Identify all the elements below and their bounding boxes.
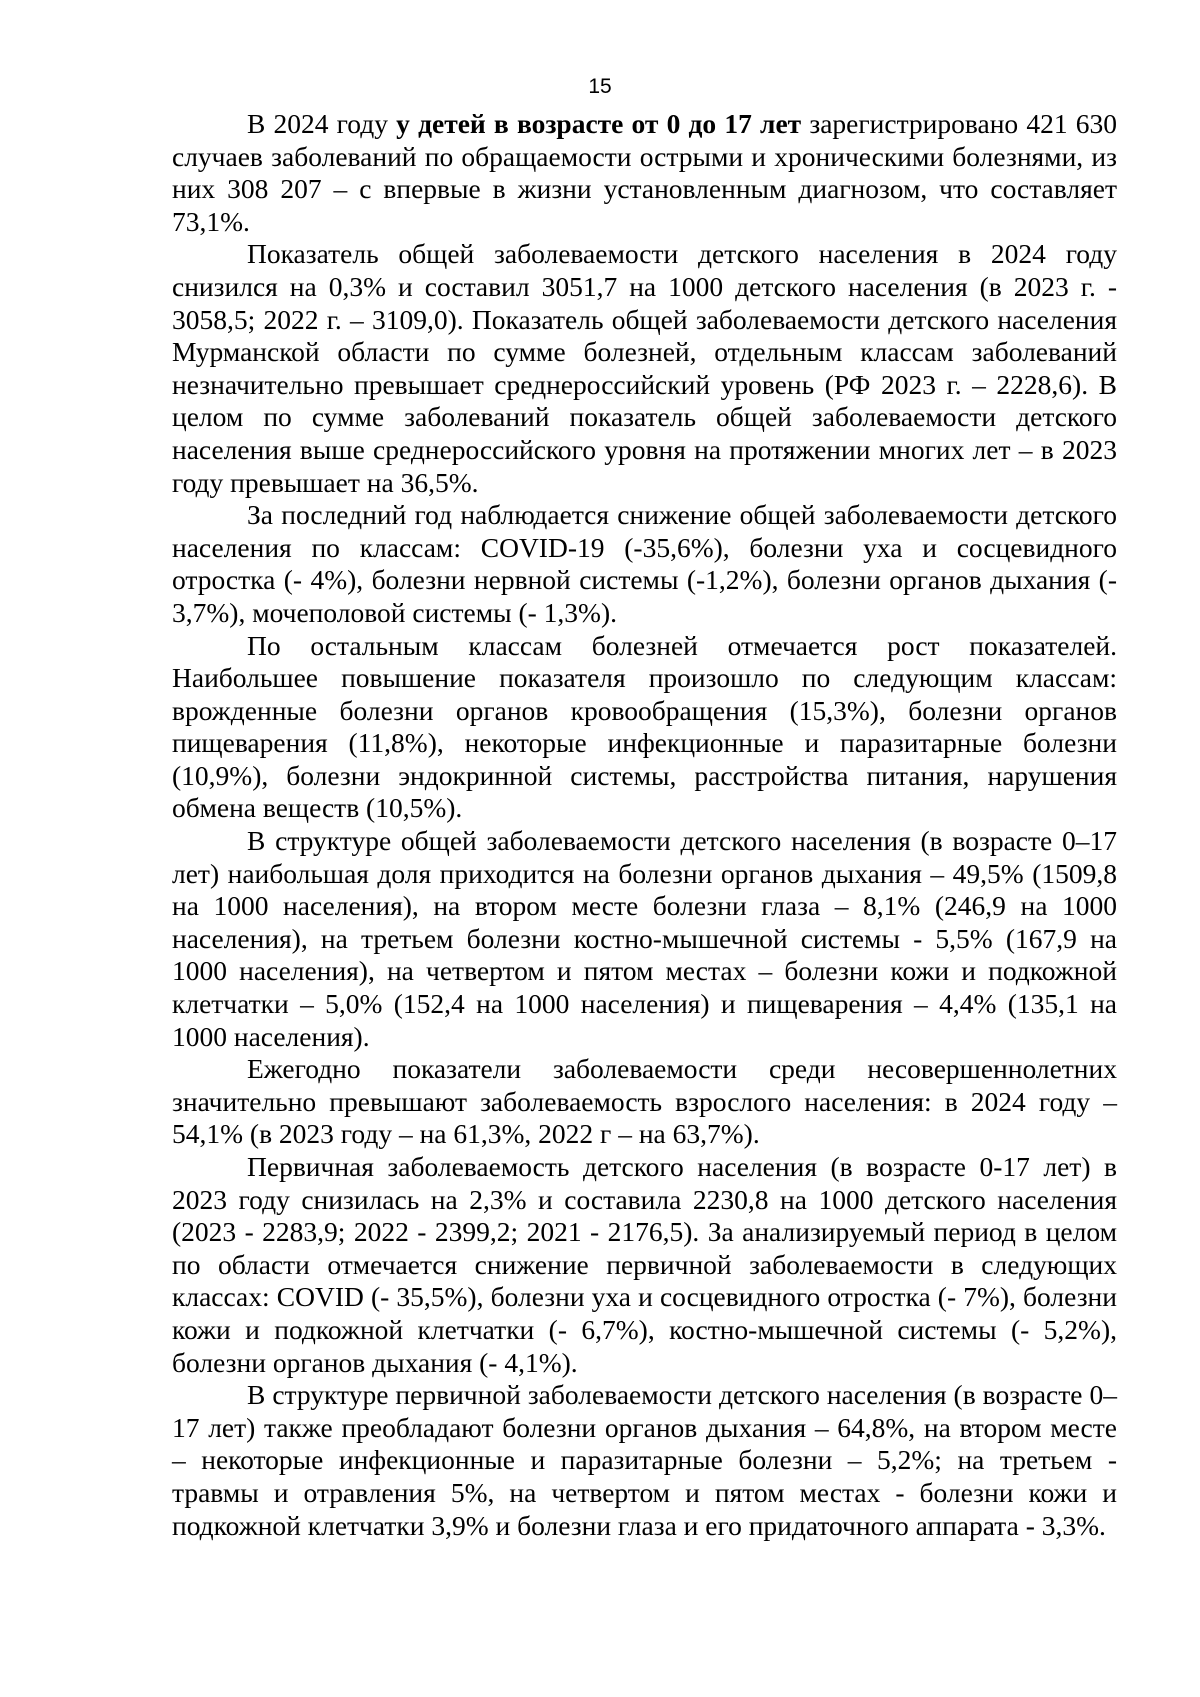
paragraph-decrease-classes: За последний год наблюдается снижение общей заболеваемости детского населения по классам: COVID-19 (-35,6%), болезни уха и сосцевидного отростка (- 4%), болезни нервной системы (-1,2%), болезни органов дыхания (- 3,7%), мочеполовой системы (- 1,3%). — [172, 499, 1117, 628]
paragraph-primary-structure: В структуре первичной заболеваемости детского населения (в возрасте 0–17 лет) также преобладают болезни органов дыхания – 64,8%, на втором месте – некоторые инфекционные и паразитарные болезни – 5,2%; на третьем - травмы и отравления 5%, на четвертом и пятом местах - болезни кожи и подкожной клетчатки 3,9% и болезни глаза и его придаточного аппарата - 3,3%. — [172, 1379, 1117, 1541]
paragraph-1-emphasis: у детей в возрасте от 0 до 17 лет — [396, 108, 802, 139]
paragraph-general-morbidity: Показатель общей заболеваемости детского населения в 2024 году снизился на 0,3% и составил 3051,7 на 1000 детского населения (в 2023 г. - 3058,5; 2022 г. – 3109,0). Показатель общей заболеваемости детского населения Мурманской области по сумме болезней, отдельным классам заболеваний незначительно превышает среднероссийский уровень (РФ 2023 г. – 2228,6). В целом по сумме заболеваний показатель общей заболеваемости детского населения выше среднероссийского уровня на протяжении многих лет – в 2023 году превышает на 36,5%. — [172, 238, 1117, 498]
paragraph-children-cases — [172, 108, 1117, 238]
paragraph-increase-classes: По остальным классам болезней отмечается рост показателей. Наибольшее повышение показателя произошло по следующим классам: врожденные болезни органов кровообращения (15,3%), болезни органов пищеварения (11,8%), некоторые инфекционные и паразитарные болезни (10,9%), болезни эндокринной системы, расстройства питания, нарушения обмена веществ (10,5%). — [172, 629, 1117, 824]
paragraph-morbidity-structure: В структуре общей заболеваемости детского населения (в возрасте 0–17 лет) наибольшая доля приходится на болезни органов дыхания – 49,5% (1509,8 на 1000 населения), на втором месте болезни глаза – 8,1% (246,9 на 1000 населения), на третьем болезни костно-мышечной системы - 5,5% (167,9 на 1000 населения), на четвертом и пятом местах – болезни кожи и подкожной клетчатки – 5,0% (152,4 на 1000 населения) и пищеварения – 4,4% (135,1 на 1000 населения). — [172, 825, 1117, 1052]
paragraph-minors-vs-adults: Ежегодно показатели заболеваемости среди несовершеннолетних значительно превышают заболеваемость взрослого населения: в 2024 году – 54,1% (в 2023 году – на 61,3%, 2022 г – на 63,7%). — [172, 1053, 1117, 1150]
paragraph-1-lead: В 2024 году — [247, 108, 397, 139]
document-body — [172, 108, 1117, 1542]
paragraph-1-rest: зарегистрировано 421 630 случаев заболеваний по обращаемости острыми и хроническими болезнями, из них 308 207 – с впервые в жизни установленным диагнозом, что составляет 73,1%. — [172, 108, 1118, 237]
page-number: 15 — [588, 75, 612, 98]
paragraph-primary-morbidity: Первичная заболеваемость детского населения (в возрасте 0-17 лет) в 2023 году снизилась на 2,3% и составила 2230,8 на 1000 детского населения (2023 - 2283,9; 2022 - 2399,2; 2021 - 2176,5). За анализируемый период в целом по области отмечается снижение первичной заболеваемости в следующих классах: COVID (- 35,5%), болезни уха и сосцевидного отростка (- 7%), болезни кожи и подкожной клетчатки (- 6,7%), костно-мышечной системы (- 5,2%), болезни органов дыхания (- 4,1%). — [172, 1151, 1117, 1378]
